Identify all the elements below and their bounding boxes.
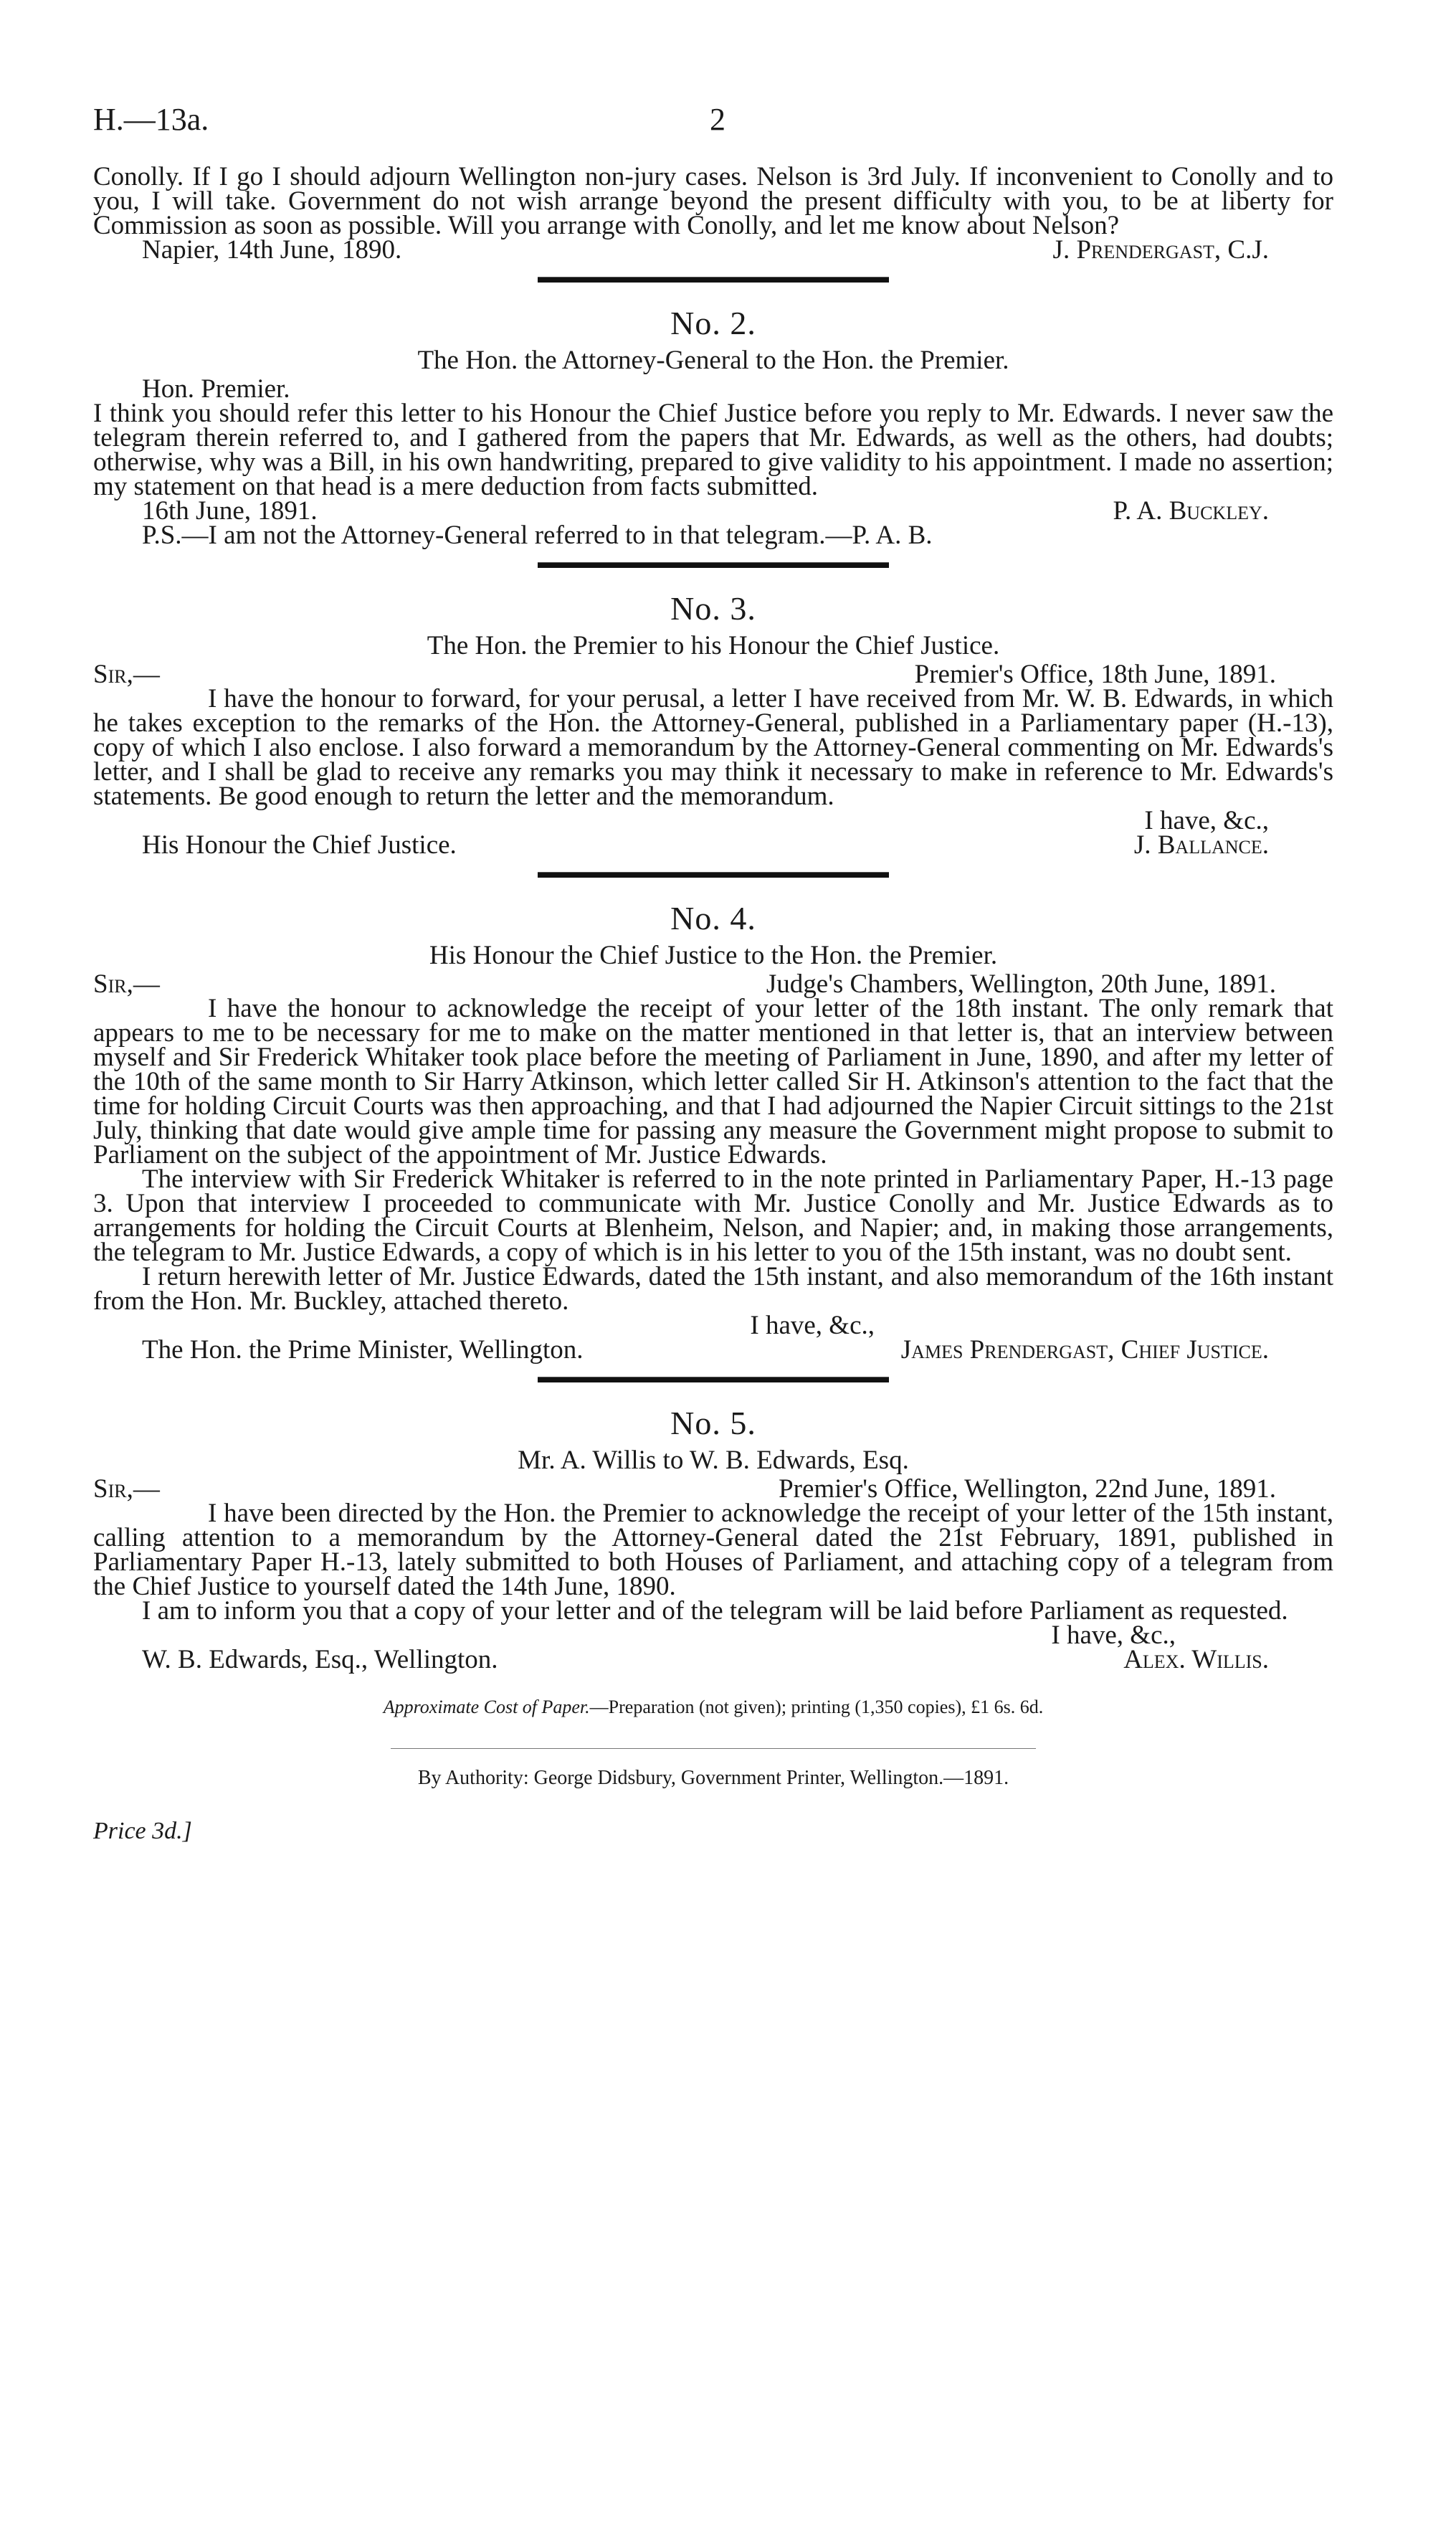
cost-label: Approximate Cost of Paper. (383, 1697, 590, 1717)
body-2: I think you should refer this letter to his Honour the Chief Justice before you reply to Mr. Edwards. I never saw the telegram therein referred to, and I gathered from the papers that Mr. Edwards, as well as the others, had doubts; otherwise, why was a Bill, in his own handwriting, prepared to give validity to his appointment. I made no assertion; my statement on that head is a mere deduction from facts submitted. (93, 399, 1333, 501)
cost-note (93, 1695, 1333, 1719)
section-title-3: The Hon. the Premier to his Honour the Chief Justice. (427, 631, 1000, 660)
salutation-2: Hon. Premier. (142, 374, 290, 404)
body-3: I have the honour to forward, for your perusal, a letter I have received from Mr. W. B. Edwards, in which he takes exception to the remarks of the Hon. the Attorney-General, published in a Parliamentary paper (H.-13), copy of which I also enclose. I also forward a memorandum by the Attorney-General commenting on Mr. Edwards's letter, and I shall be glad to receive any remarks you may think it necessary to make in reference to Mr. Edwards's statements. Be good enough to return the letter and the memorandum. (93, 684, 1333, 811)
closing-5: I have, &c., (1051, 1621, 1176, 1650)
salutation-5: Sir,— (93, 1474, 160, 1504)
intro-signature-row (93, 235, 1333, 265)
signature-row-4 (93, 1335, 1333, 1365)
section-divider (538, 277, 889, 283)
section-number-3: No. 3. (670, 590, 756, 627)
dateline-3: Premier's Office, 18th June, 1891. (914, 660, 1276, 689)
section-number-5: No. 5. (670, 1405, 756, 1441)
document-page (93, 100, 1333, 1844)
addressee-3: His Honour the Chief Justice. (142, 830, 457, 860)
signature-row-5 (93, 1645, 1333, 1674)
intro-paragraph: Conolly. If I go I should adjourn Wellington non-jury cases. Nelson is 3rd July. If inconvenient to Conolly and to you, I will take. Government do not wish arrange beyond the present difficulty with you, to be at liberty for Commission as soon as possible. Will you arrange with Conolly, and let me know about Nelson? (93, 162, 1333, 240)
price-note: Price 3d.] (93, 1818, 192, 1844)
section-title-5: Mr. A. Willis to W. B. Edwards, Esq. (518, 1446, 909, 1475)
section-divider (538, 562, 889, 568)
page-header (93, 100, 1333, 165)
date-2: 16th June, 1891. (142, 496, 318, 526)
footer-rule (391, 1748, 1036, 1749)
paragraph-5-1: I have been directed by the Hon. the Premier to acknowledge the receipt of your letter of the 15th instant, calling attention to a memorandum by the Attorney-General dated the 21st February, 1891, published in Parliamentary Paper H.-13, lately submitted to both Houses of Parliament, and attaching copy of a telegram from the Chief Justice to yourself dated the 14th June, 1890. (93, 1499, 1333, 1601)
section-title-2: The Hon. the Attorney-General to the Hon. the Premier. (417, 346, 1009, 375)
salutation-3: Sir,— (93, 660, 160, 689)
intro-signature: J. Prendergast, C.J. (1052, 235, 1269, 265)
salutation-row-4 (93, 969, 1333, 999)
signature-row-2 (93, 496, 1333, 526)
postscript-2: P.S.—I am not the Attorney-General referred to in that telegram.—P. A. B. (142, 521, 933, 550)
section-divider (538, 872, 889, 878)
section-number-4: No. 4. (670, 900, 756, 936)
salutation-row-5 (93, 1474, 1333, 1504)
dateline-5: Premier's Office, Wellington, 22nd June, 1891. (779, 1474, 1276, 1504)
signature-2: P. A. Buckley. (1113, 496, 1269, 526)
signature-5: Alex. Willis. (1123, 1645, 1269, 1674)
page-number: 2 (710, 102, 725, 137)
salutation-4: Sir,— (93, 969, 160, 999)
section-title-4: His Honour the Chief Justice to the Hon. the Premier. (429, 941, 998, 970)
addressee-4: The Hon. the Prime Minister, Wellington. (142, 1335, 584, 1365)
salutation-row-3 (93, 660, 1333, 689)
cost-text: —Preparation (not given); printing (1,350 copies), £1 6s. 6d. (589, 1697, 1044, 1717)
addressee-5: W. B. Edwards, Esq., Wellington. (142, 1645, 498, 1674)
paragraph-5-2: I am to inform you that a copy of your letter and of the telegram will be laid before Parliament as requested. (142, 1596, 1288, 1626)
section-divider (538, 1377, 889, 1382)
signature-row-3 (93, 830, 1333, 860)
paragraph-4-3: I return herewith letter of Mr. Justice Edwards, dated the 15th instant, and also memorandum of the 16th instant from the Hon. Mr. Buckley, attached thereto. (93, 1262, 1333, 1316)
signature-4: James Prendergast, Chief Justice. (900, 1335, 1269, 1365)
printer-imprint: By Authority: George Didsbury, Government Printer, Wellington.—1891. (417, 1767, 1009, 1789)
dateline-4: Judge's Chambers, Wellington, 20th June, 1891. (766, 969, 1276, 999)
intro-place-date: Napier, 14th June, 1890. (142, 235, 402, 265)
section-number-2: No. 2. (670, 305, 756, 341)
paragraph-4-1: I have the honour to acknowledge the receipt of your letter of the 18th instant. The only remark that appears to me to be necessary for me to make on the matter mentioned in that letter is, that an interview between myself and Sir Frederick Whitaker took place before the meeting of Parliament in June, 1890, and after my letter of the 10th of the same month to Sir Harry Atkinson, which letter called Sir H. Atkinson's attention to the fact that the time for holding Circuit Courts was then approaching, and that I had adjourned the Napier Circuit sittings to the 21st July, thinking that date would give ample time for passing any measure the Government might propose to submit to Parliament on the subject of the appointment of Mr. Justice Edwards. (93, 994, 1333, 1170)
paragraph-4-2: The interview with Sir Frederick Whitaker is referred to in the note printed in Parliamentary Paper, H.-13 page 3. Upon that interview I proceeded to communicate with Mr. Justice Conolly and Mr. Justice Edwards as to arrangements for holding the Circuit Courts at Blenheim, Nelson, and Napier; and, in making those arrangements, the telegram to Mr. Justice Edwards, a copy of which is in his letter to you of the 15th instant, was no doubt sent. (93, 1164, 1333, 1267)
closing-4: I have, &c., (750, 1311, 875, 1340)
closing-3: I have, &c., (1144, 806, 1269, 835)
signature-3: J. Ballance. (1133, 830, 1269, 860)
document-code: H.—13a. (93, 102, 209, 137)
